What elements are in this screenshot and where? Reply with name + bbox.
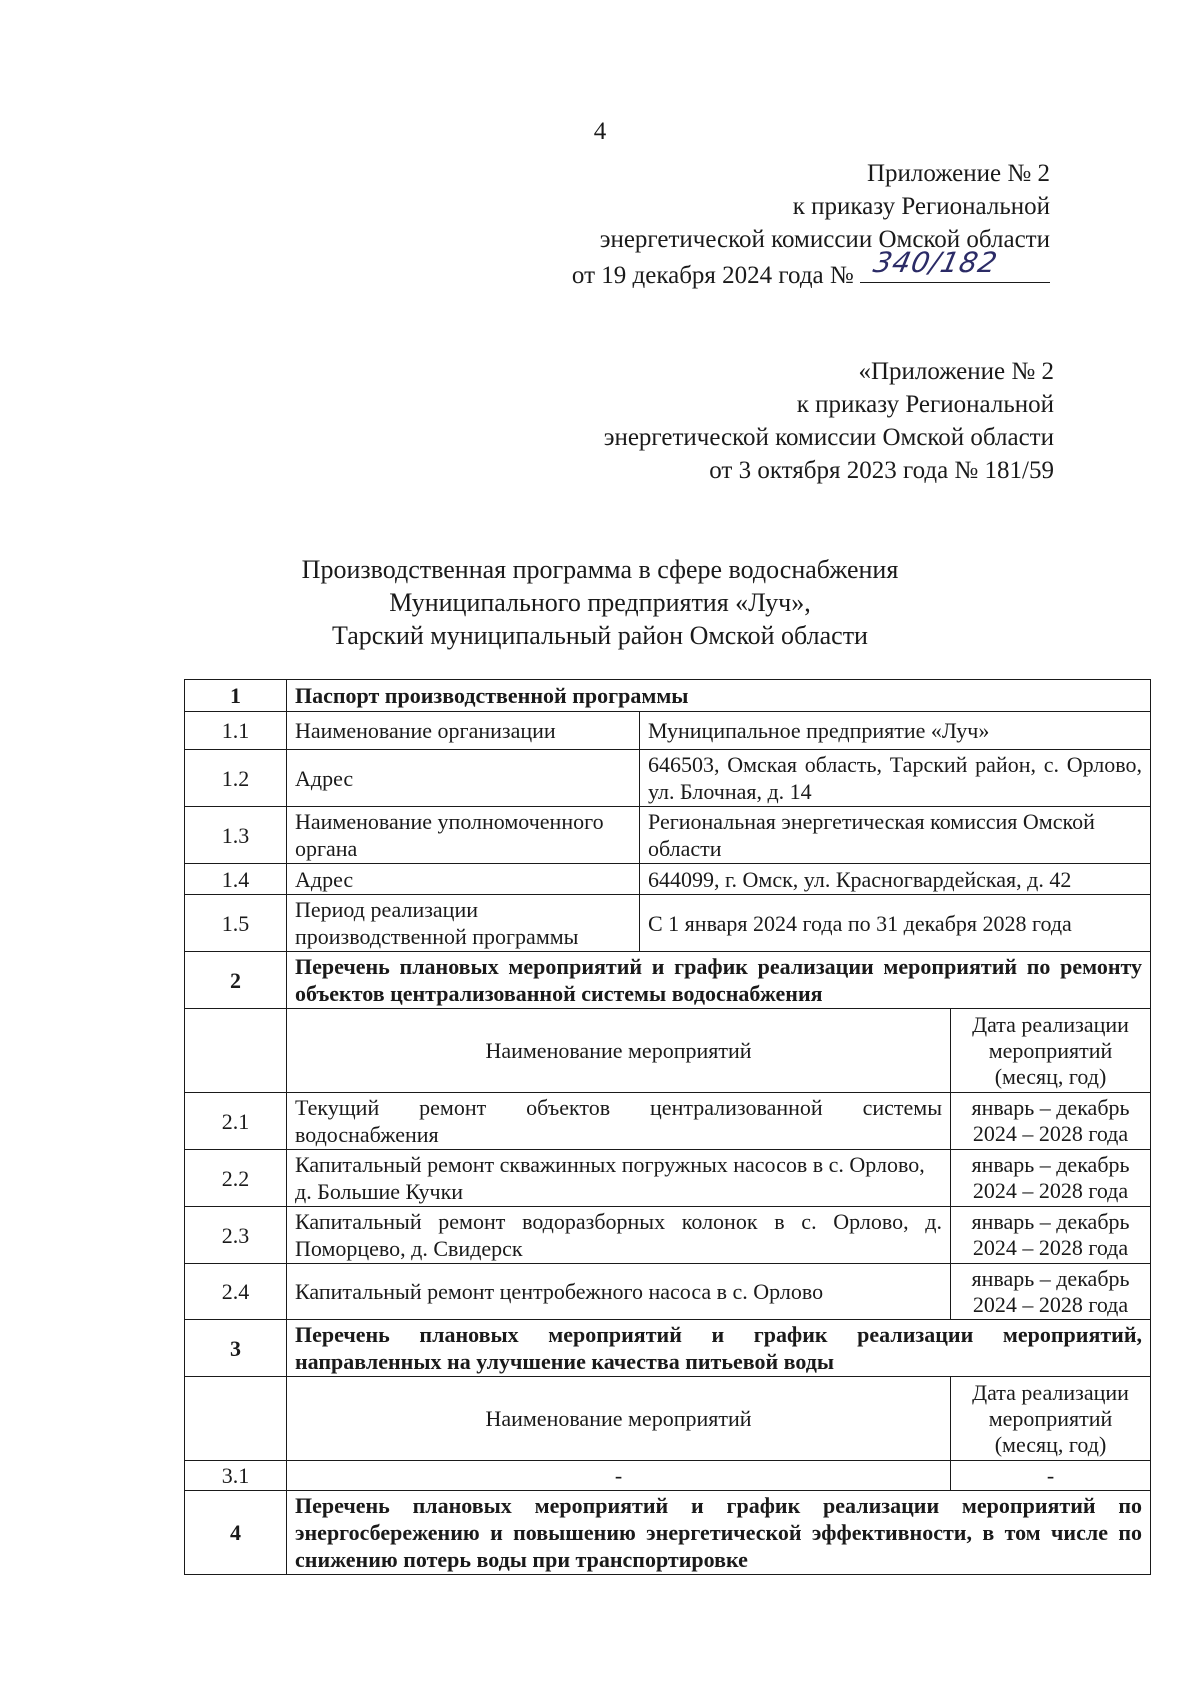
column-header-row <box>185 1009 1151 1093</box>
document-title <box>0 553 1200 652</box>
section-title: Перечень плановых мероприятий и график реализации мероприятий по ремонту объектов централизованной системы водоснабжения <box>287 952 1151 1009</box>
activity-name: - <box>287 1461 951 1491</box>
appendix-quoted-line-1: «Приложение № 2 <box>858 358 1054 385</box>
activity-date: январь – декабрь 2024 – 2028 года <box>951 1150 1151 1207</box>
row-value: С 1 января 2024 года по 31 декабря 2028 года <box>640 895 1151 952</box>
activity-name: Текущий ремонт объектов централизованной системы водоснабжения <box>287 1093 951 1150</box>
row-number: 2.2 <box>185 1150 287 1207</box>
table-row <box>185 1461 1151 1491</box>
row-number: 1.5 <box>185 895 287 952</box>
row-number: 2.1 <box>185 1093 287 1150</box>
row-label: Наименование организации <box>287 712 640 750</box>
row-number: 2.4 <box>185 1264 287 1320</box>
column-header-row <box>185 1377 1151 1461</box>
section-number: 3 <box>185 1320 287 1377</box>
row-value: Муниципальное предприятие «Луч» <box>640 712 1151 750</box>
empty-cell <box>185 1377 287 1461</box>
row-value: 644099, г. Омск, ул. Красногвардейская, д. 42 <box>640 864 1151 895</box>
row-label: Наименование уполномоченного органа <box>287 807 640 864</box>
activity-name: Капитальный ремонт водоразборных колонок в с. Орлово, д. Поморцево, д. Свидерск <box>287 1207 951 1264</box>
section-title: Перечень плановых мероприятий и график реализации мероприятий, направленных на улучшение качества питьевой воды <box>287 1320 1151 1377</box>
activity-name: Капитальный ремонт центробежного насоса в с. Орлово <box>287 1264 951 1320</box>
row-number: 1.2 <box>185 750 287 807</box>
column-header-name: Наименование мероприятий <box>287 1377 951 1461</box>
activity-name: Капитальный ремонт скважинных погружных насосов в с. Орлово, д. Большие Кучки <box>287 1150 951 1207</box>
table-row <box>185 1264 1151 1320</box>
section-row <box>185 1320 1151 1377</box>
order-date-prefix: от 19 декабря 2024 года № <box>571 262 854 289</box>
table-row <box>185 750 1151 807</box>
table-row <box>185 864 1151 895</box>
page-number: 4 <box>593 118 607 145</box>
section-row <box>185 680 1151 712</box>
section-row <box>185 952 1151 1009</box>
handwritten-order-number: 340/182 <box>870 246 1001 279</box>
table-row <box>185 895 1151 952</box>
appendix-header <box>572 157 1050 292</box>
row-value: Региональная энергетическая комиссия Омской области <box>640 807 1151 864</box>
production-program-table <box>184 679 1151 1575</box>
table-row <box>185 807 1151 864</box>
appendix-quoted-line-3: энергетической комиссии Омской области <box>603 424 1054 451</box>
appendix-quoted <box>604 355 1054 487</box>
activity-date: - <box>951 1461 1151 1491</box>
table-row <box>185 712 1151 750</box>
row-value: 646503, Омская область, Тарский район, с. Орлово, ул. Блочная, д. 14 <box>640 750 1151 807</box>
row-label: Адрес <box>287 864 640 895</box>
row-label: Период реализации производственной программы <box>287 895 640 952</box>
column-header-name: Наименование мероприятий <box>287 1009 951 1093</box>
column-header-date: Дата реализации мероприятий (месяц, год) <box>951 1009 1151 1093</box>
row-number: 3.1 <box>185 1461 287 1491</box>
section-row <box>185 1491 1151 1575</box>
order-number-field <box>860 246 1050 283</box>
activity-date: январь – декабрь 2024 – 2028 года <box>951 1264 1151 1320</box>
section-title: Паспорт производственной программы <box>287 680 1151 712</box>
table-row <box>185 1207 1151 1264</box>
title-line-3: Тарский муниципальный район Омской области <box>332 621 868 650</box>
appendix-header-line-1: Приложение № 2 <box>866 160 1050 187</box>
title-line-1: Производственная программа в сфере водоснабжения <box>301 555 899 584</box>
appendix-quoted-line-2: к приказу Региональной <box>796 391 1054 418</box>
section-number: 2 <box>185 952 287 1009</box>
row-number: 2.3 <box>185 1207 287 1264</box>
table-row <box>185 1150 1151 1207</box>
column-header-date: Дата реализации мероприятий (месяц, год) <box>951 1377 1151 1461</box>
row-number: 1.1 <box>185 712 287 750</box>
appendix-header-line-3: энергетической комиссии Омской области <box>599 226 1050 253</box>
appendix-header-line-2: к приказу Региональной <box>792 193 1050 220</box>
section-number: 4 <box>185 1491 287 1575</box>
table-row <box>185 1093 1151 1150</box>
row-number: 1.3 <box>185 807 287 864</box>
appendix-quoted-line-4: от 3 октября 2023 года № 181/59 <box>709 457 1054 484</box>
section-title: Перечень плановых мероприятий и график реализации мероприятий по энергосбережению и повышению энергетической эффективности, в том числе по снижению потерь воды при транспортировке <box>287 1491 1151 1575</box>
section-number: 1 <box>185 680 287 712</box>
row-number: 1.4 <box>185 864 287 895</box>
activity-date: январь – декабрь 2024 – 2028 года <box>951 1093 1151 1150</box>
empty-cell <box>185 1009 287 1093</box>
activity-date: январь – декабрь 2024 – 2028 года <box>951 1207 1151 1264</box>
appendix-header-line-4 <box>571 246 1050 292</box>
title-line-2: Муниципального предприятия «Луч», <box>389 588 811 617</box>
row-label: Адрес <box>287 750 640 807</box>
